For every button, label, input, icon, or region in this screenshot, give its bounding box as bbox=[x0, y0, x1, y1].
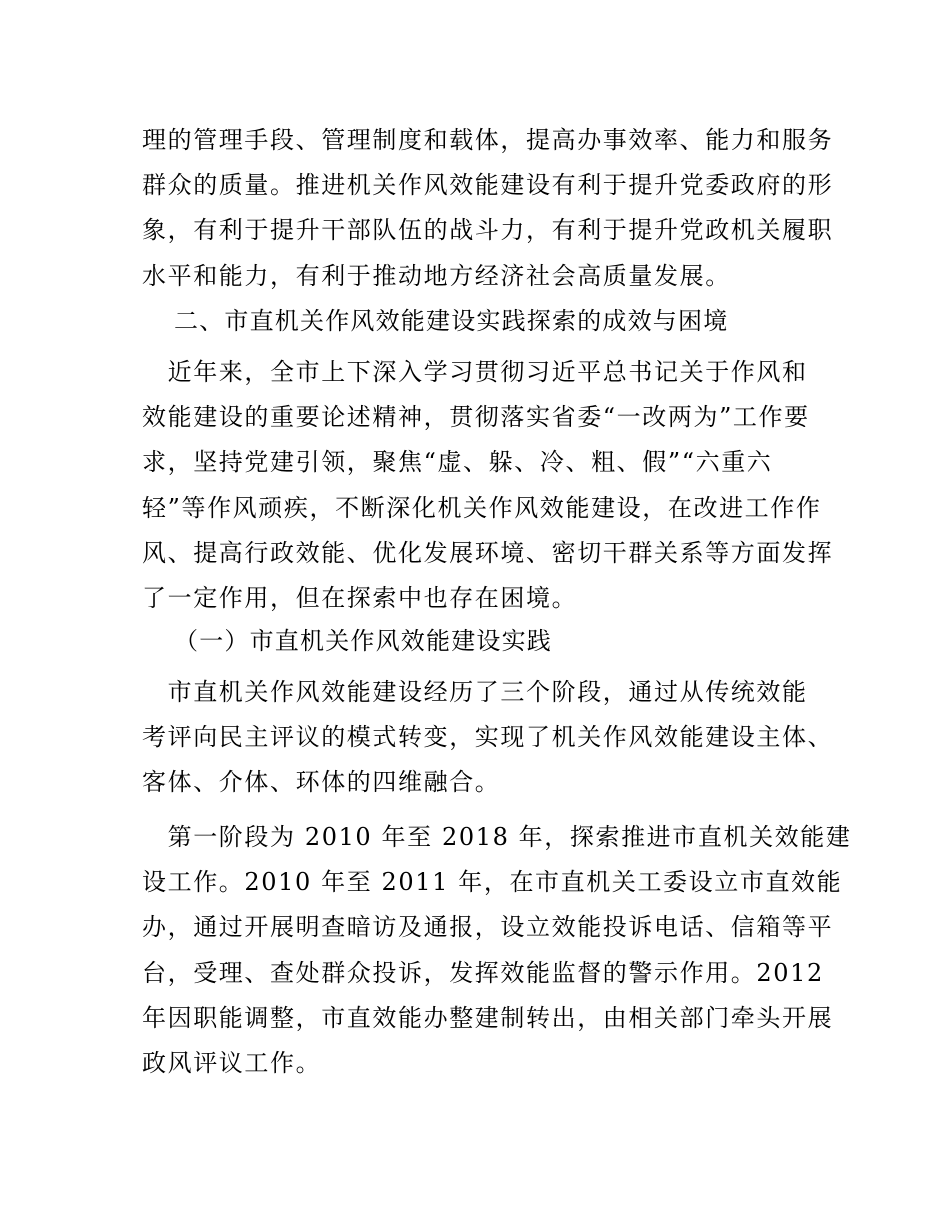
text-line: 群众的质量。推进机关作风效能建设有利于提升党委政府的形 bbox=[142, 171, 834, 200]
text-line: 第一阶段为 2010 年至 2018 年，探索推进市直机关效能建 bbox=[142, 823, 852, 851]
text-line: 考评向民主评议的模式转变，实现了机关作风效能建设主体、 bbox=[142, 723, 834, 752]
section-heading-2: 二、市直机关作风效能建设实践探索的成效与困境 bbox=[174, 307, 729, 335]
text-line: 象，有利于提升干部队伍的战斗力，有利于提升党政机关履职 bbox=[142, 216, 834, 245]
text-line: 了一定作用，但在探索中也存在困境。 bbox=[142, 584, 578, 613]
text-line: 设工作。2010 年至 2011 年，在市直机关工委设立市直效能 bbox=[142, 868, 843, 897]
paragraph-recent-years bbox=[142, 350, 834, 621]
text-line: 风、提高行政效能、优化发展环境、密切干群关系等方面发挥 bbox=[142, 538, 834, 567]
text-line: 办，通过开展明查暗访及通报，设立效能投诉电话、信箱等平 bbox=[142, 913, 834, 942]
text-line: 近年来，全市上下深入学习贯彻习近平总书记关于作风和 bbox=[142, 358, 808, 386]
text-line: 效能建设的重要论述精神，贯彻落实省委“一改两为”工作要 bbox=[142, 403, 810, 432]
paragraph-first-stage bbox=[142, 815, 852, 1086]
text-line: 政风评议工作。 bbox=[142, 1049, 322, 1078]
text-line: 市直机关作风效能建设经历了三个阶段，通过从传统效能 bbox=[142, 678, 808, 706]
text-line: 年因职能调整，市直效能办整建制转出，由相关部门牵头开展 bbox=[142, 1003, 834, 1032]
text-line: 轻”等作风顽疾，不断深化机关作风效能建设，在改进工作作 bbox=[142, 493, 822, 522]
text-line: 求，坚持党建引领，聚焦“虚、躲、冷、粗、假”“六重六 bbox=[142, 448, 773, 477]
paragraph-three-stages bbox=[142, 670, 834, 806]
text-line: 理的管理手段、管理制度和载体，提高办事效率、能力和服务 bbox=[142, 126, 834, 154]
text-line: 水平和能力，有利于推动地方经济社会高质量发展。 bbox=[142, 261, 731, 290]
paragraph-intro-continuation bbox=[142, 118, 834, 299]
subsection-heading-1: （一）市直机关作风效能建设实践 bbox=[174, 627, 552, 655]
text-line: 台，受理、查处群众投诉，发挥效能监督的警示作用。2012 bbox=[142, 958, 824, 987]
text-line: 客体、介体、环体的四维融合。 bbox=[142, 768, 501, 797]
